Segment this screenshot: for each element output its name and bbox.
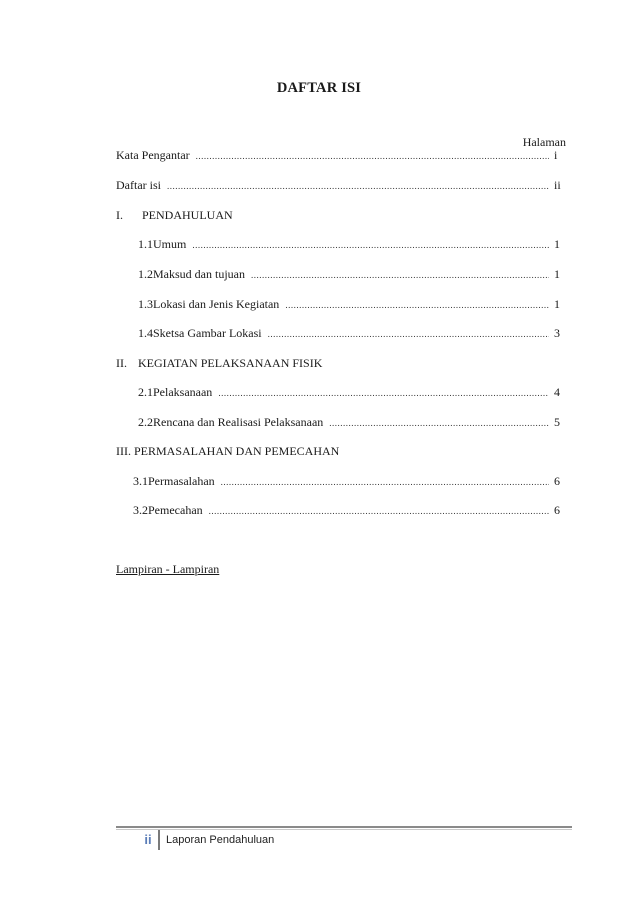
toc-entry-number: 1.3 <box>138 297 153 311</box>
page-column-header: Halaman <box>522 135 566 149</box>
toc-entry-label: Sketsa Gambar Lokasi <box>153 326 262 340</box>
toc-entry-page: 1 <box>554 297 560 311</box>
toc-entry-page: 3 <box>554 326 560 340</box>
toc-section-pendahuluan[interactable] <box>116 208 233 223</box>
section-number: III. <box>116 444 131 458</box>
toc-entry-2-1[interactable] <box>138 385 568 401</box>
toc-leader-dots <box>192 240 549 250</box>
section-number: II. <box>116 356 127 370</box>
toc-entry-label: Pelaksanaan <box>153 385 213 399</box>
toc-entry-1-1[interactable] <box>138 237 568 253</box>
section-title: PERMASALAHAN DAN PEMECAHAN <box>134 444 340 458</box>
toc-entry-daftar-isi[interactable] <box>116 178 568 194</box>
toc-entry-label: Lokasi dan Jenis Kegiatan <box>153 297 280 311</box>
toc-entry-number: 2.2 <box>138 415 153 429</box>
toc-entry-page: 4 <box>554 385 560 399</box>
toc-leader-dots <box>268 329 549 339</box>
toc-leader-dots <box>196 151 549 161</box>
toc-appendix-link[interactable]: Lampiran - Lampiran <box>116 562 220 576</box>
toc-entry-page: 5 <box>554 415 560 429</box>
toc-entry-2-2[interactable] <box>138 415 568 431</box>
toc-leader-dots <box>167 181 549 191</box>
toc-leader-dots <box>329 418 549 428</box>
toc-entry-label: Permasalahan <box>148 474 215 488</box>
toc-entry-page: 1 <box>554 267 560 281</box>
section-number: I. <box>116 208 123 222</box>
toc-section-permasalahan[interactable] <box>116 444 339 459</box>
toc-entry-3-2[interactable] <box>133 503 568 519</box>
toc-entry-1-2[interactable] <box>138 267 568 283</box>
footer-rule-thin <box>116 829 572 830</box>
toc-entry-page: 1 <box>554 237 560 251</box>
toc-entry-1-3[interactable] <box>138 297 568 313</box>
toc-leader-dots <box>218 388 549 398</box>
toc-entry-number: 1.4 <box>138 326 153 340</box>
toc-entry-label: Maksud dan tujuan <box>153 267 245 281</box>
toc-entry-number: 1.1 <box>138 237 153 251</box>
section-title: KEGIATAN PELAKSANAAN FISIK <box>138 356 323 370</box>
footer-page-number: ii <box>144 832 152 847</box>
toc-entry-label: Kata Pengantar <box>116 148 190 162</box>
toc-entry-1-4[interactable] <box>138 326 568 342</box>
footer-separator <box>158 830 160 850</box>
toc-entry-number: 3.1 <box>133 474 148 488</box>
toc-entry-page: 6 <box>554 503 560 517</box>
toc-entry-label: Umum <box>153 237 187 251</box>
toc-entry-page: ii <box>554 178 561 192</box>
toc-leader-dots <box>285 300 549 310</box>
toc-entry-page: 6 <box>554 474 560 488</box>
toc-entry-kata-pengantar[interactable] <box>116 148 568 164</box>
footer-rule <box>116 826 572 828</box>
toc-section-kegiatan[interactable] <box>116 356 322 371</box>
toc-leader-dots <box>209 506 549 516</box>
toc-entry-page: i <box>554 148 558 162</box>
toc-entry-number: 1.2 <box>138 267 153 281</box>
page-title: DAFTAR ISI <box>276 80 362 96</box>
toc-entry-label: Daftar isi <box>116 178 161 192</box>
toc-entry-3-1[interactable] <box>133 474 568 490</box>
toc-leader-dots <box>221 477 549 487</box>
toc-leader-dots <box>251 270 549 280</box>
toc-entry-label: Pemecahan <box>148 503 203 517</box>
toc-entry-number: 2.1 <box>138 385 153 399</box>
toc-entry-number: 3.2 <box>133 503 148 517</box>
toc-entry-label: Rencana dan Realisasi Pelaksanaan <box>153 415 324 429</box>
section-title: PENDAHULUAN <box>142 208 233 222</box>
footer-document-title: Laporan Pendahuluan <box>166 834 275 846</box>
